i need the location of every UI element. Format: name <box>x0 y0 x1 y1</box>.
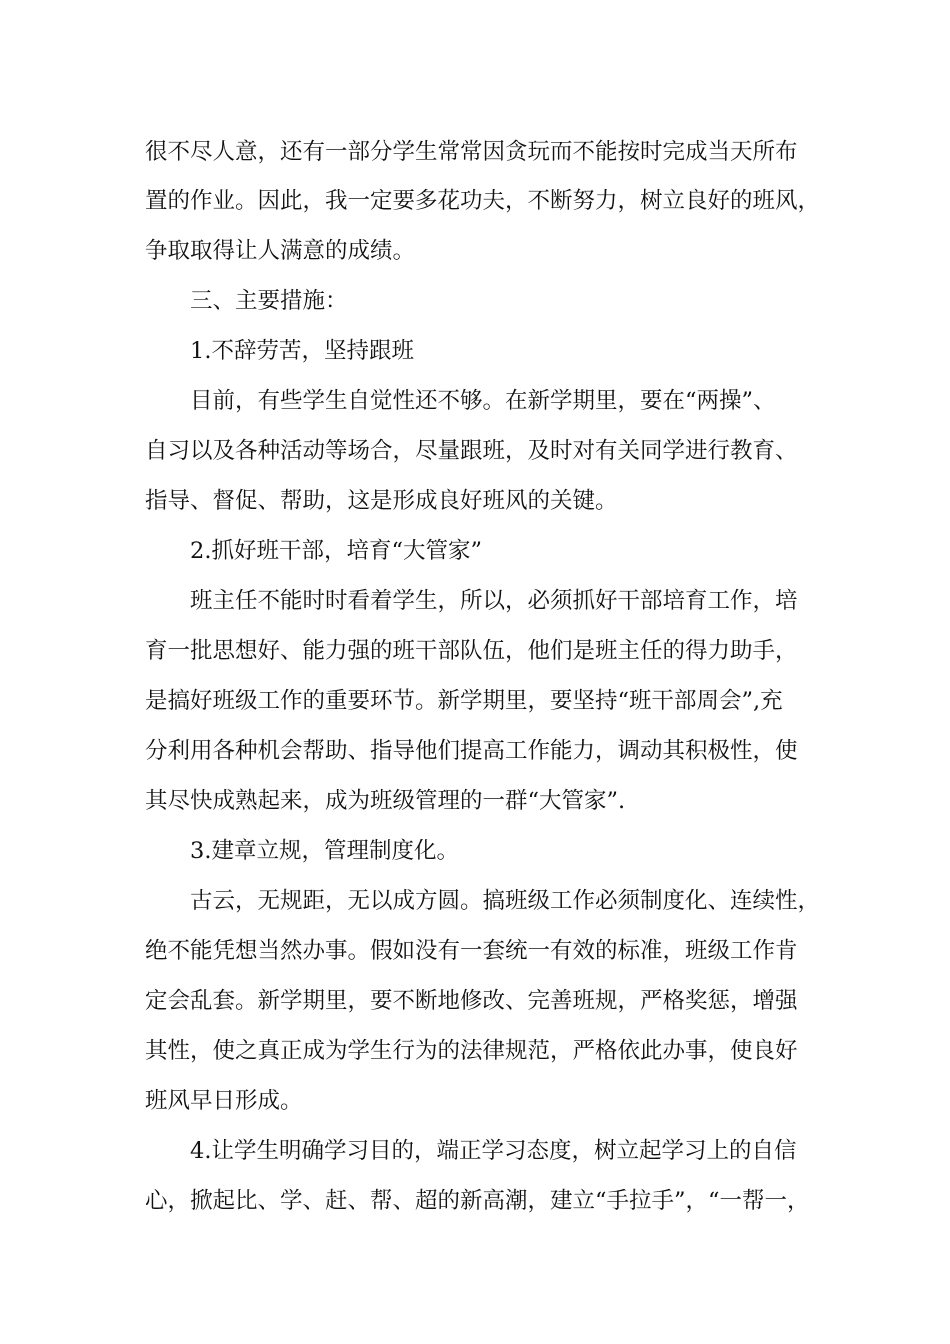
text-line: 很不尽人意，还有一部分学生常常因贪玩而不能按时完成当天所布 <box>145 139 798 165</box>
subheading: 1.不辞劳苦，坚持跟班 <box>190 338 414 364</box>
subheading: 3.建章立规，管理制度化。 <box>190 838 459 864</box>
text-line: 育一批思想好、能力强的班干部队伍，他们是班主任的得力助手， <box>145 638 798 664</box>
text-line: 置的作业。因此，我一定要多花功夫，不断努力，树立良好的班风， <box>145 188 821 214</box>
subheading: 2.抓好班干部，培育“大管家” <box>190 538 482 564</box>
text-line: 是搞好班级工作的重要环节。新学期里，要坚持“班干部周会”,充 <box>145 688 783 714</box>
text-line: 班风早日形成。 <box>145 1088 303 1114</box>
text-line: 绝不能凭想当然办事。假如没有一套统一有效的标准，班级工作肯 <box>145 938 798 964</box>
text-line: 其尽快成熟起来，成为班级管理的一群“大管家”. <box>145 788 626 814</box>
text-line: 班主任不能时时看着学生，所以，必须抓好干部培育工作，培 <box>190 588 798 614</box>
text-line: 分利用各种机会帮助、指导他们提高工作能力，调动其积极性，使 <box>145 738 798 764</box>
text-line: 指导、督促、帮助，这是形成良好班风的关键。 <box>145 488 618 514</box>
text-line: 自习以及各种活动等场合，尽量跟班，及时对有关同学进行教育、 <box>145 438 798 464</box>
text-line: 其性，使之真正成为学生行为的法律规范，严格依此办事，使良好 <box>145 1038 798 1064</box>
text-line: 目前，有些学生自觉性还不够。在新学期里，要在“两操”、 <box>190 388 776 414</box>
text-line: 定会乱套。新学期里，要不断地修改、完善班规，严格奖惩，增强 <box>145 988 798 1014</box>
subheading: 4.让学生明确学习目的，端正学习态度，树立起学习上的自信 <box>190 1138 797 1164</box>
text-line: 争取取得让人满意的成绩。 <box>145 238 416 264</box>
text-line: 古云，无规距，无以成方圆。搞班级工作必须制度化、连续性， <box>190 888 821 914</box>
text-line: 心，掀起比、学、赶、帮、超的新高潮，建立“手拉手”，“一帮一， <box>145 1188 810 1214</box>
section-heading: 三、主要措施： <box>190 288 348 314</box>
